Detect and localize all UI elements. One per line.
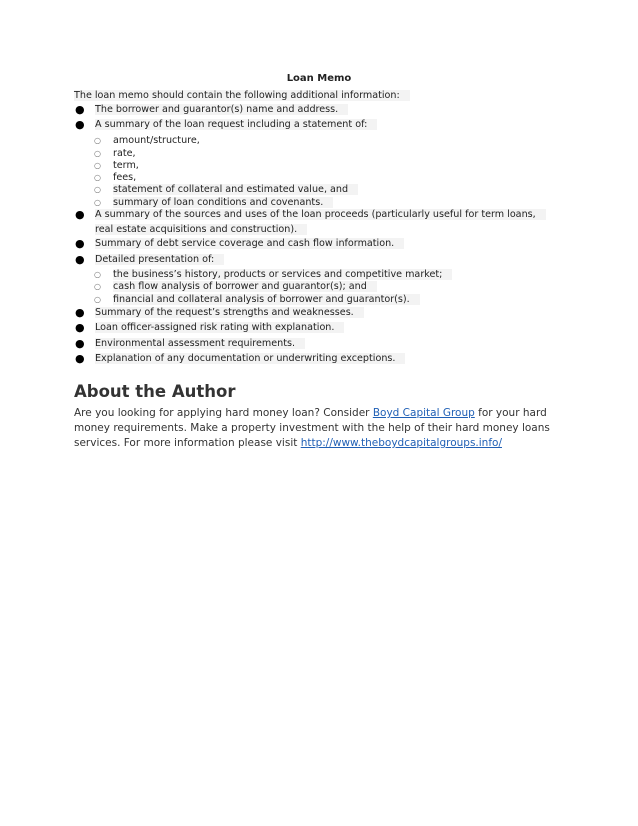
sub-list-item: financial and collateral analysis of borrower and guarantor(s). <box>113 294 420 306</box>
bullet-dot: ● <box>75 337 85 350</box>
sub-list-item: term, <box>113 160 139 171</box>
sub-bullet-circle: ○ <box>94 295 101 304</box>
sub-bullet-circle: ○ <box>94 282 101 291</box>
sub-list-item: rate, <box>113 148 136 159</box>
sub-list-item: cash flow analysis of borrower and guarantor(s); and <box>113 281 377 293</box>
sub-list-item: the business’s history, products or services and competitive market; <box>113 269 452 281</box>
sub-list-item: amount/structure, <box>113 135 200 146</box>
website-link[interactable]: http://www.theboydcapitalgroups.info/ <box>300 437 502 449</box>
bullet-dot: ● <box>75 321 85 334</box>
list-item: A summary of the sources and uses of the loan proceeds (particularly useful for term loans, <box>95 209 546 221</box>
bullet-dot: ● <box>75 253 85 266</box>
sub-bullet-circle: ○ <box>94 185 101 194</box>
author-text: for your hard money requirements. Make a property investment with the help of their hard money loans services. For more information please visit <box>74 407 550 449</box>
bullet-dot: ● <box>75 352 85 365</box>
list-item: Summary of debt service coverage and cash flow information. <box>95 238 404 250</box>
boyd-capital-link[interactable]: Boyd Capital Group <box>372 407 475 419</box>
sub-bullet-circle: ○ <box>94 149 101 158</box>
list-item: Detailed presentation of: <box>95 254 224 266</box>
author-text: Are you looking for applying hard money loan? Consider <box>74 407 373 419</box>
sub-bullet-circle: ○ <box>94 136 101 145</box>
document-title: Loan Memo <box>286 73 352 84</box>
list-item: Environmental assessment requirements. <box>95 338 305 350</box>
list-item: Summary of the request’s strengths and weaknesses. <box>95 307 364 319</box>
list-item: Explanation of any documentation or underwriting exceptions. <box>95 353 405 365</box>
sub-bullet-circle: ○ <box>94 270 101 279</box>
list-item: The borrower and guarantor(s) name and address. <box>95 104 348 116</box>
intro-text: The loan memo should contain the following additional information: <box>74 90 410 102</box>
sub-list-item: statement of collateral and estimated value, and <box>113 184 358 196</box>
list-item: Loan officer-assigned risk rating with explanation. <box>95 322 344 334</box>
sub-bullet-circle: ○ <box>94 198 101 207</box>
bullet-dot: ● <box>75 118 85 131</box>
list-item: A summary of the loan request including a statement of: <box>95 119 377 131</box>
author-paragraph <box>74 406 554 451</box>
sub-list-item: fees, <box>113 172 137 183</box>
sub-bullet-circle: ○ <box>94 161 101 170</box>
bullet-dot: ● <box>75 208 85 221</box>
sub-list-item: summary of loan conditions and covenants. <box>113 197 333 209</box>
bullet-dot: ● <box>75 237 85 250</box>
bullet-dot: ● <box>75 103 85 116</box>
sub-bullet-circle: ○ <box>94 173 101 182</box>
bullet-dot: ● <box>75 306 85 319</box>
author-heading: About the Author <box>74 382 236 401</box>
list-item-continuation: real estate acquisitions and construction). <box>95 224 307 236</box>
